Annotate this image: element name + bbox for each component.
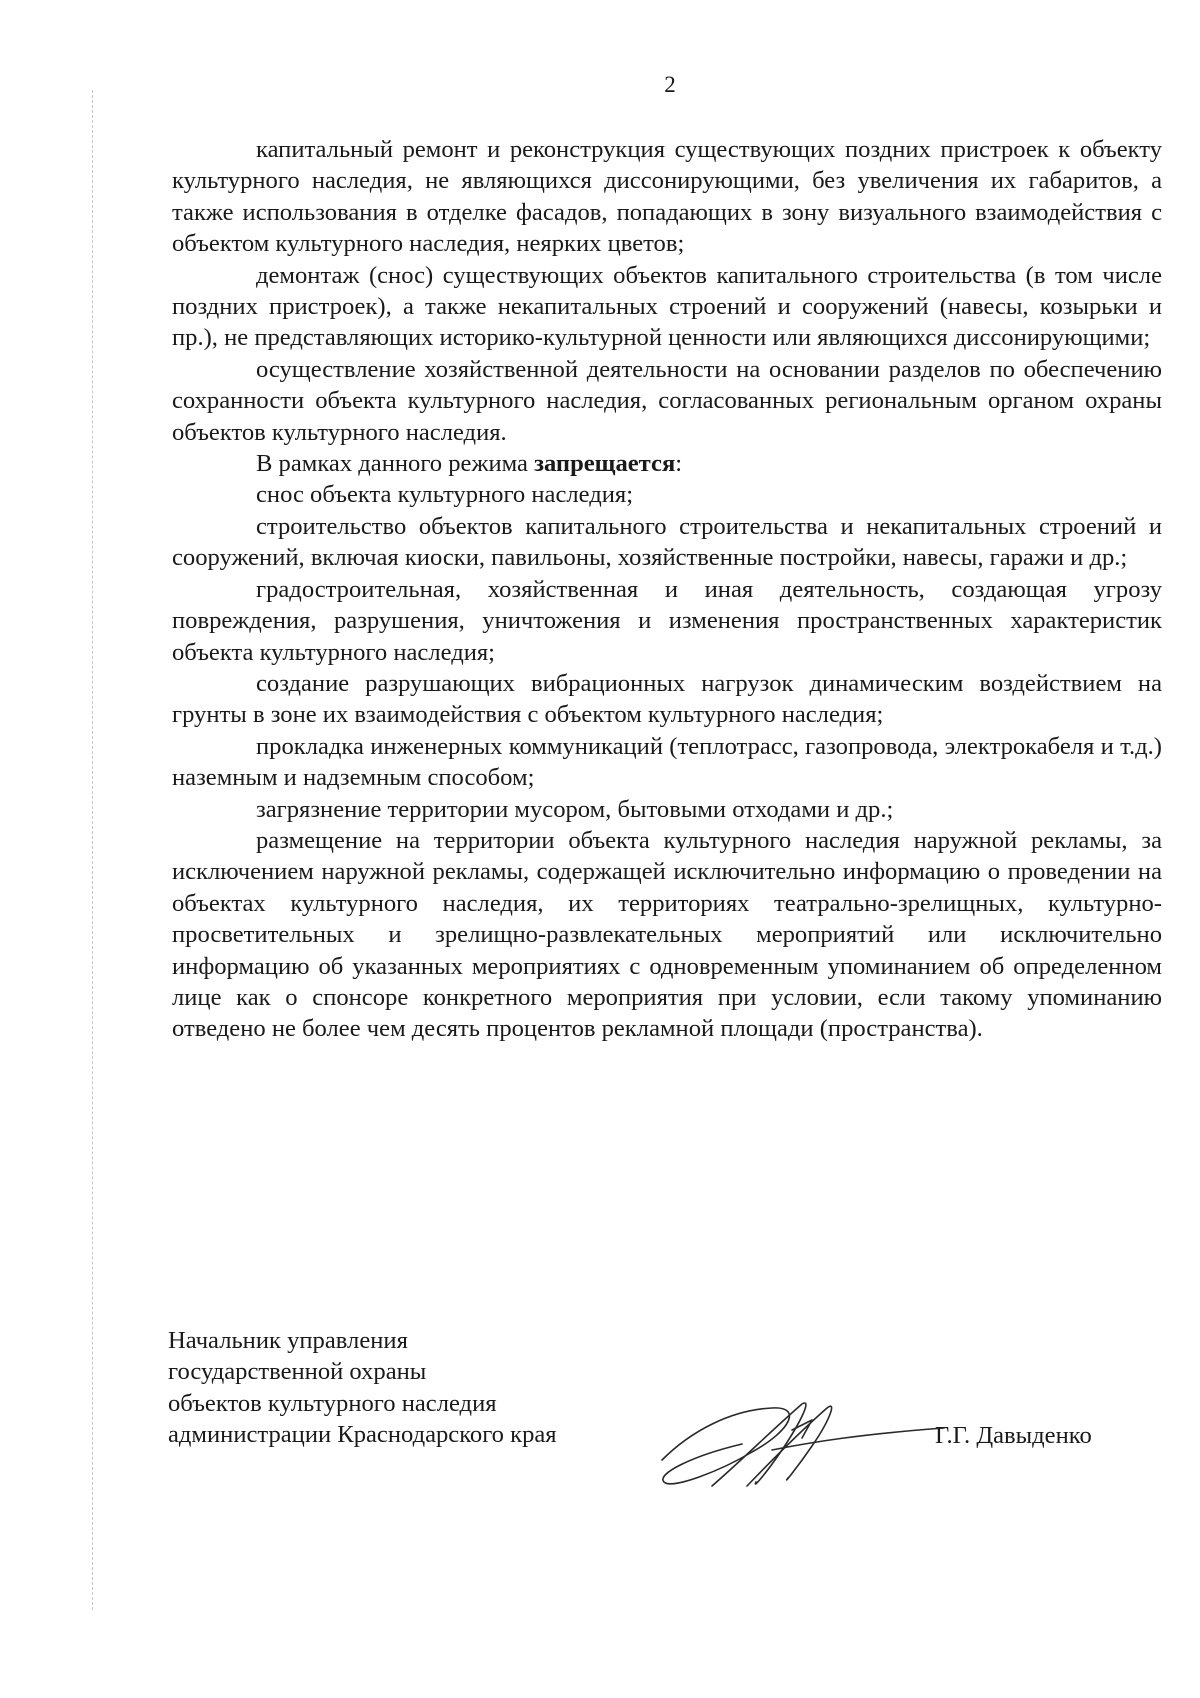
paragraph-prohibition-intro [172,448,1162,479]
page-number: 2 [664,72,676,97]
document-body [172,134,1162,1045]
paragraph: снос объекта культурного наследия; [256,481,634,509]
signatory-name: Г.Г. Давыденко [935,1422,1092,1449]
paragraph: осуществление хозяйственной деятельности на основании разделов по обеспечению сохранности объекта культурного наследия, согласованных региональным органом охраны объектов культурного наследия. [172,355,1162,446]
signatory-title-line: администрации Краснодарского края [168,1421,557,1449]
prohibition-intro-text: В рамках данного режима [256,450,535,478]
signatory-title-line: Начальник управления [168,1327,408,1354]
paragraph: капитальный ремонт и реконструкция существующих поздних пристроек к объекту культурного наследия, не являющихся диссонирующими, без увеличения их габаритов, а также использования в отделке фасадов, попадающих в зону визуального взаимодействия с объектом культурного наследия, неярких цветов; [172,136,1162,258]
paragraph: градостроительная, хозяйственная и иная деятельность, создающая угрозу повреждения, разрушения, уничтожения и изменения пространственных характеристик объекта культурного наследия; [172,575,1162,666]
signatory-title [168,1325,557,1451]
prohibition-keyword: запрещается [534,450,676,478]
handwritten-signature [652,1390,952,1510]
paragraph: создание разрушающих вибрационных нагрузок динамическим воздействием на грунты в зоне их взаимодействия с объектом культурного наследия; [172,669,1162,729]
signatory-title-line: государственной охраны [168,1358,427,1386]
paragraph: загрязнение территории мусором, бытовыми отходами и др.; [256,795,894,823]
scan-margin-line [92,90,93,1610]
signatory-title-line: объектов культурного наследия [168,1389,497,1417]
paragraph: демонтаж (снос) существующих объектов капитального строительства (в том числе поздних пристроек), а также некапитальных строений и сооружений (навесы, козырьки и пр.), не представляющих историко-культурной ценности или являющихся диссонирующими; [172,261,1162,352]
paragraph: размещение на территории объекта культурного наследия наружной рекламы, за исключением наружной рекламы, содержащей исключительно информацию о проведении на объектах культурного наследия, их территориях театрально-зрелищных, культурно-просветительных и зрелищно-развлекательных мероприятий или исключительно информацию об указанных мероприятиях с одновременным упоминанием об определенном лице как о спонсоре конкретного мероприятия при условии, если такому упоминанию отведено не более чем десять процентов рекламной площади (пространства). [172,826,1162,1043]
paragraph: прокладка инженерных коммуникаций (теплотрасс, газопровода, электрокабеля и т.д.) наземным и надземным способом; [172,732,1162,792]
prohibition-intro-colon: : [675,450,683,478]
paragraph: строительство объектов капитального строительства и некапитальных строений и сооружений, включая киоски, павильоны, хозяйственные постройки, навесы, гаражи и др.; [172,512,1162,572]
